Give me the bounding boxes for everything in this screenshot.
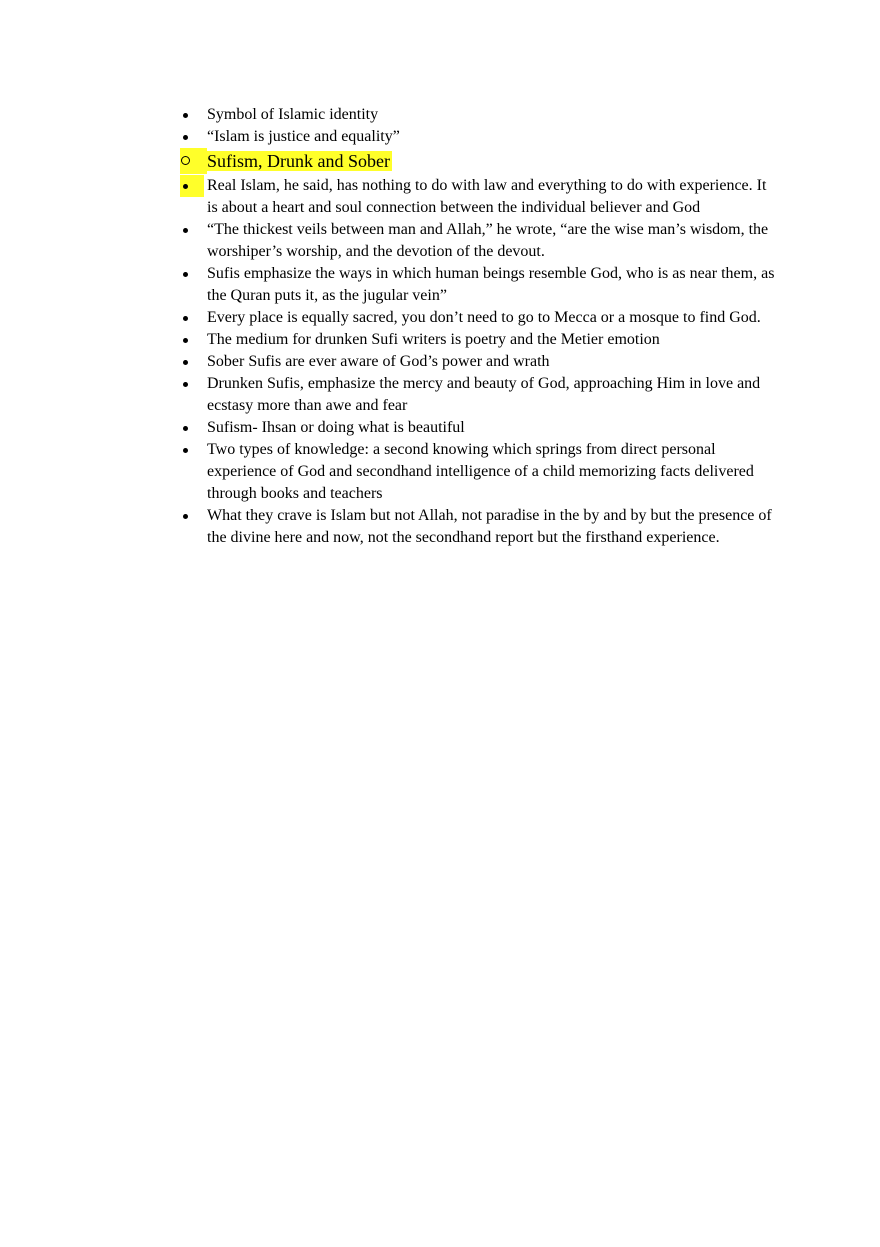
list-item-text: Two types of knowledge: a second knowing which springs from direct personal experience of God and secondhand intelligence of a child memorizing facts delivered through books and teachers (207, 441, 754, 502)
list-item-text: Every place is equally sacred, you don’t need to go to Mecca or a mosque to find God. (207, 309, 761, 326)
document-body (180, 104, 780, 549)
bullet-icon (180, 373, 207, 395)
bullet-icon (180, 263, 207, 285)
bullet-icon (180, 439, 207, 461)
bullet-icon (180, 126, 207, 148)
list-item (180, 175, 780, 219)
bullet-icon (180, 175, 204, 197)
list-item (180, 373, 780, 417)
bullet-list (180, 104, 780, 549)
list-item (180, 307, 780, 329)
list-item (180, 126, 780, 148)
list-item-text: “The thickest veils between man and Allah,” he wrote, “are the wise man’s wisdom, the worshiper’s worship, and the devotion of the devout. (207, 221, 769, 260)
list-item-text: The medium for drunken Sufi writers is poetry and the Metier emotion (207, 331, 660, 348)
list-item-text: Drunken Sufis, emphasize the mercy and beauty of God, approaching Him in love and ecstasy more than awe and fear (207, 375, 761, 414)
circle-bullet-icon (180, 148, 207, 174)
bullet-icon (180, 351, 207, 373)
list-item (180, 505, 780, 549)
subheading-text: Sufism, Drunk and Sober (207, 151, 390, 171)
bullet-icon (180, 417, 207, 439)
list-item-text: Real Islam, he said, has nothing to do with law and everything to do with experience. It is about a heart and soul connection between the individual believer and God (207, 177, 767, 216)
list-item (180, 104, 780, 126)
list-item-text: Symbol of Islamic identity (207, 106, 379, 123)
list-item (180, 219, 780, 263)
bullet-icon (180, 505, 207, 527)
list-item (180, 263, 780, 307)
bullet-icon (180, 307, 207, 329)
list-item (180, 329, 780, 351)
section-subheading (180, 148, 780, 174)
list-item (180, 439, 780, 505)
list-item (180, 417, 780, 439)
list-item-text: What they crave is Islam but not Allah, not paradise in the by and by but the presence of the divine here and now, not the secondhand report but the firsthand experience. (207, 507, 772, 546)
list-item-text: Sufism- Ihsan or doing what is beautiful (207, 419, 465, 436)
bullet-icon (180, 329, 207, 351)
list-item-text: “Islam is justice and equality” (207, 128, 400, 145)
list-item (180, 351, 780, 373)
list-item-text: Sober Sufis are ever aware of God’s power and wrath (207, 353, 550, 370)
list-item-text: Sufis emphasize the ways in which human beings resemble God, who is as near them, as the Quran puts it, as the jugular vein” (207, 265, 775, 304)
bullet-icon (180, 104, 207, 126)
bullet-icon (180, 219, 207, 241)
